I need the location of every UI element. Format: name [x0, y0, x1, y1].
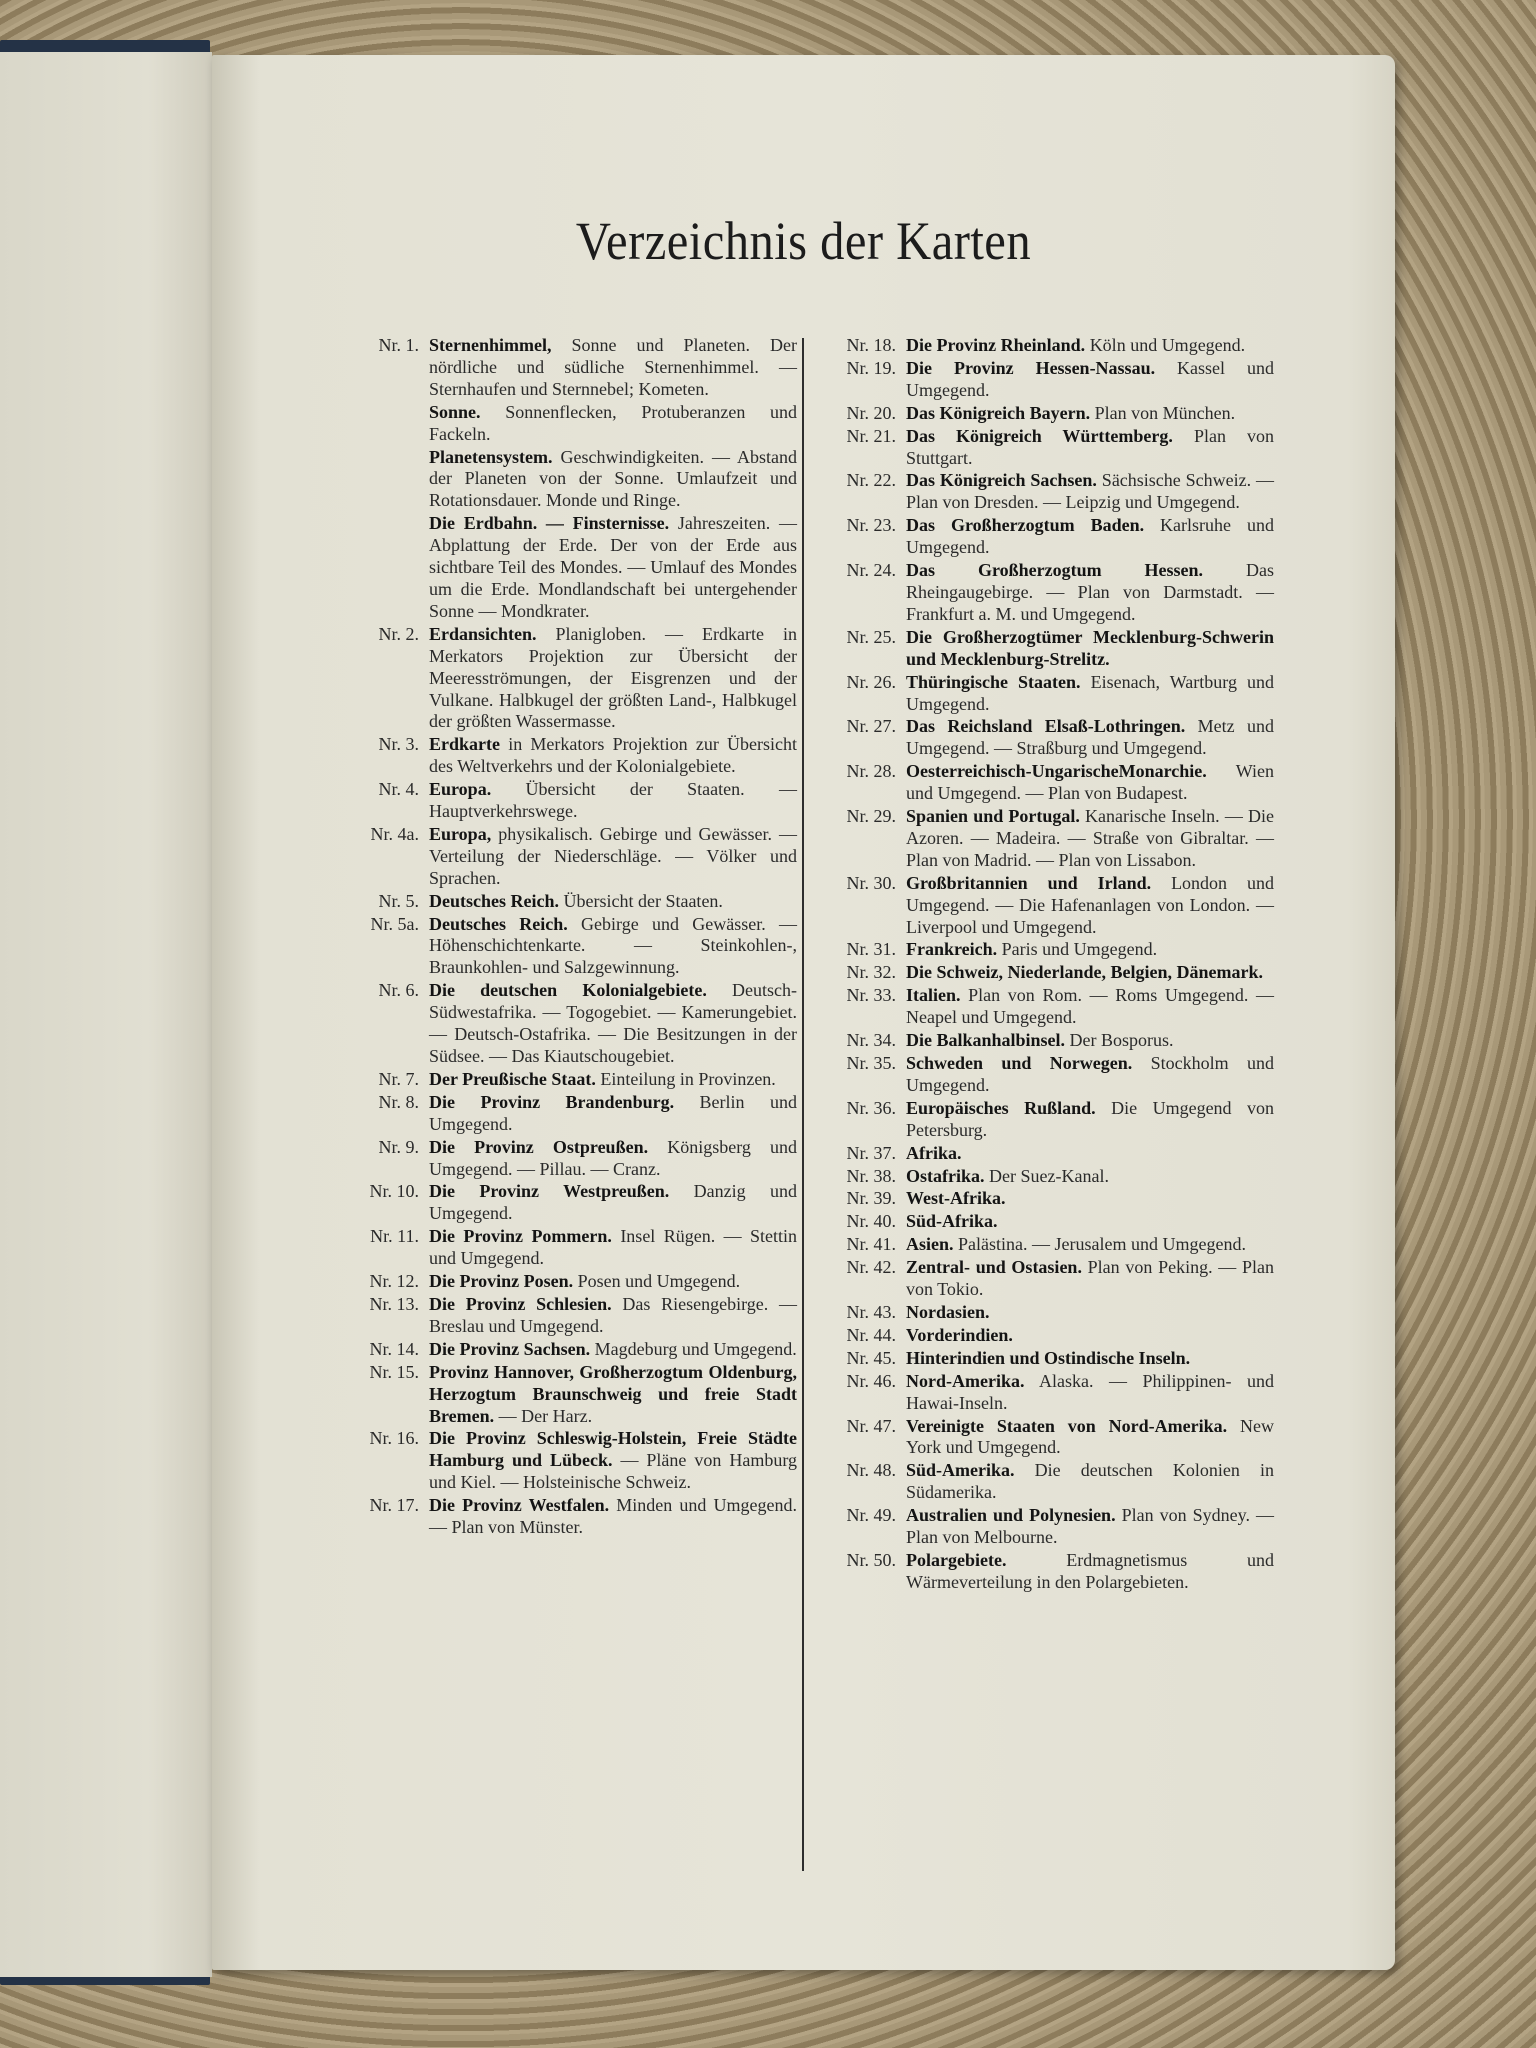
- map-entry: [347, 1294, 797, 1338]
- map-entry: [824, 1416, 1274, 1460]
- map-entry: [824, 873, 1274, 939]
- entry-heading: Nord-Amerika.: [906, 1370, 1025, 1391]
- map-entry: [347, 1181, 797, 1225]
- entry-heading: Die Provinz Westfalen.: [429, 1495, 610, 1516]
- entry-heading: Polargebiete.: [906, 1549, 1007, 1570]
- map-entry: [347, 1069, 797, 1091]
- entry-heading: Nordasien.: [906, 1301, 990, 1322]
- entry-heading: Die deutschen Kolonialgebiete.: [429, 980, 707, 1001]
- entry-heading: Europäisches Rußland.: [906, 1097, 1096, 1118]
- entry-description: Minden und Umgegend. — Plan von Münster.: [429, 1495, 797, 1538]
- entry-heading: Deutsches Reich.: [429, 913, 568, 934]
- entry-text: [429, 1069, 797, 1091]
- entry-description: Das Riesengebirge. — Breslau und Umgegend.: [429, 1293, 797, 1336]
- entry-text: [429, 734, 797, 778]
- entry-number: Nr. 27.: [846, 716, 896, 737]
- entry-description: Erdmagnetismus und Wärmeverteilung in den Polargebieten.: [906, 1549, 1274, 1592]
- entry-number: Nr. 17.: [369, 1495, 419, 1516]
- map-entry: [824, 1166, 1274, 1188]
- entry-heading: Italien.: [906, 985, 961, 1006]
- entry-text: [906, 761, 1274, 805]
- entry-number: Nr. 42.: [846, 1257, 896, 1278]
- subentry-description: Sonnenflecken, Protuberanzen und Fackeln.: [429, 401, 797, 444]
- entry-heading: Das Großherzogtum Hessen.: [906, 560, 1204, 581]
- entry-text: [906, 403, 1274, 425]
- entry-heading: Deutsches Reich.: [429, 890, 559, 911]
- map-entry: [347, 734, 797, 778]
- entry-number: Nr. 41.: [846, 1234, 896, 1255]
- entry-description: Paris und Umgegend.: [997, 939, 1158, 960]
- map-entry: [347, 779, 797, 823]
- entry-number: Nr. 46.: [846, 1370, 896, 1391]
- entry-description: Einteilung in Provinzen.: [595, 1068, 776, 1089]
- entry-description: Danzig und Umgegend.: [429, 1181, 797, 1224]
- subentry-heading: Die Erdbahn. — Finsternisse.: [429, 513, 670, 534]
- entry-heading: Großbritannien und Irland.: [906, 872, 1152, 893]
- entry-number: Nr. 35.: [846, 1053, 896, 1073]
- entry-text: [906, 1234, 1274, 1256]
- entry-description: Gebirge und Gewässer. — Höhenschichtenkarte. — Steinkohlen-, Braunkohlen- und Salzgewinnung.: [429, 913, 798, 978]
- map-entry: [347, 891, 797, 913]
- entry-description: Berlin und Umgegend.: [429, 1091, 797, 1134]
- map-entry: [824, 1188, 1274, 1210]
- entry-text: [906, 515, 1274, 559]
- entry-description: Das Rheingaugebirge. — Plan von Darmstadt. — Frankfurt a. M. und Umgegend.: [906, 560, 1274, 624]
- map-entry: [824, 1460, 1274, 1504]
- entry-number: Nr. 21.: [846, 425, 896, 446]
- entry-text: [906, 358, 1274, 402]
- entry-text: [429, 1226, 797, 1270]
- entry-number: Nr. 49.: [846, 1505, 896, 1526]
- entry-number: Nr. 15.: [369, 1361, 419, 1382]
- map-entry: [824, 1143, 1274, 1165]
- map-entry: [347, 1428, 797, 1494]
- entry-number: Nr. 5a.: [370, 913, 419, 934]
- entry-heading: Spanien und Portugal.: [906, 806, 1080, 827]
- map-entry: [347, 1339, 797, 1361]
- entry-text: [906, 627, 1274, 671]
- entry-number: Nr. 3.: [378, 734, 419, 755]
- entry-description: Eisenach, Wartburg und Umgegend.: [906, 671, 1274, 714]
- entry-text: [906, 1211, 1274, 1233]
- entry-number: Nr. 18.: [846, 335, 896, 355]
- entry-description: — Pläne von Hamburg und Kiel. — Holsteinische Schweiz.: [429, 1450, 797, 1493]
- map-entry: [824, 1348, 1274, 1370]
- entry-text: [906, 716, 1274, 760]
- entry-text: [906, 1371, 1274, 1415]
- entry-number: Nr. 38.: [846, 1165, 896, 1186]
- entry-heading: Asien.: [906, 1234, 954, 1255]
- entry-text: [906, 1166, 1274, 1188]
- entry-text: [906, 1550, 1274, 1594]
- entry-heading: Das Großherzogtum Baden.: [906, 515, 1145, 536]
- page-title: Verzeichnis der Karten: [575, 211, 1032, 271]
- entry-number: Nr. 24.: [846, 560, 896, 581]
- entry-number: Nr. 50.: [846, 1549, 896, 1570]
- entry-text: [429, 980, 797, 1068]
- entry-text: [429, 1092, 797, 1136]
- column-divider: [802, 338, 804, 1871]
- entry-description: Köln und Umgegend.: [1085, 335, 1246, 355]
- entry-text: [429, 1137, 797, 1181]
- entry-description: Die Umgegend von Petersburg.: [906, 1097, 1275, 1140]
- entry-description: Stockholm und Umgegend.: [906, 1053, 1274, 1095]
- map-subentry: [429, 447, 797, 513]
- subentry-text: [429, 402, 797, 446]
- map-entry: [824, 1234, 1274, 1256]
- entry-heading: Frankreich.: [906, 939, 998, 960]
- entry-number: Nr. 32.: [846, 962, 896, 983]
- entry-number: Nr. 4.: [378, 779, 419, 800]
- map-entry: [347, 980, 797, 1068]
- entry-number: Nr. 25.: [846, 626, 896, 647]
- entry-description: Sonne und Planeten. Der nördliche und südliche Sternenhimmel. — Sternhaufen und Sternnebel; Kometen.: [429, 335, 797, 399]
- map-entry: [824, 1053, 1274, 1097]
- entry-description: Plan von Rom. — Roms Umgegend. — Neapel und Umgegend.: [906, 985, 1274, 1028]
- entry-heading: Europa,: [429, 823, 492, 844]
- subentry-heading: Planetensystem.: [429, 446, 553, 467]
- entry-description: Planigloben. — Erdkarte in Merkators Projektion zur Übersicht der Meeresströmungen, der Eisgrenzen und der Vulkane. Halbkugel der größten Land-, Halbkugel der größten Wassermasse.: [429, 623, 797, 732]
- entry-number: Nr. 20.: [846, 402, 896, 423]
- subentry-text: [429, 513, 797, 623]
- entry-number: Nr. 4a.: [370, 823, 419, 844]
- entry-text: [906, 962, 1274, 984]
- entry-text: [429, 891, 797, 913]
- entry-number: Nr. 7.: [378, 1068, 419, 1089]
- map-entry: [824, 1550, 1274, 1594]
- entry-heading: Das Königreich Bayern.: [906, 402, 1091, 423]
- entry-number: Nr. 9.: [378, 1136, 419, 1157]
- map-entry: [347, 1495, 797, 1539]
- entry-description: Die deutschen Kolonien in Südamerika.: [906, 1460, 1274, 1503]
- map-entry: [347, 1271, 797, 1293]
- entry-number: Nr. 5.: [378, 890, 419, 911]
- entry-text: [906, 1098, 1274, 1142]
- entry-description: New York und Umgegend.: [906, 1415, 1274, 1458]
- entry-description: Wien und Umgegend. — Plan von Budapest.: [906, 761, 1274, 804]
- entry-description: Der Bosporus.: [1065, 1030, 1174, 1051]
- entry-number: Nr. 22.: [846, 470, 896, 491]
- entry-text: [429, 1428, 797, 1494]
- entry-description: Plan von München.: [1090, 402, 1236, 423]
- map-entry: [824, 1030, 1274, 1052]
- entry-text: [429, 1294, 797, 1338]
- entry-heading: Die Provinz Posen.: [429, 1271, 574, 1292]
- entry-text: [906, 873, 1274, 939]
- book-page: [212, 55, 1395, 1970]
- entry-number: Nr. 29.: [846, 806, 896, 827]
- entry-description: Königsberg und Umgegend. — Pillau. — Cranz.: [429, 1136, 797, 1179]
- entry-heading: Süd-Amerika.: [906, 1460, 1015, 1481]
- entry-text: [906, 560, 1274, 626]
- map-entry: [347, 1092, 797, 1136]
- map-entry: [824, 1098, 1274, 1142]
- entry-number: Nr. 31.: [846, 939, 896, 960]
- entry-number: Nr. 12.: [369, 1271, 419, 1292]
- entry-number: Nr. 47.: [846, 1415, 896, 1436]
- entry-heading: Die Provinz Ostpreußen.: [429, 1136, 649, 1157]
- entry-text: [906, 1505, 1274, 1549]
- map-entry: [824, 403, 1274, 425]
- entry-heading: Die Provinz Sachsen.: [429, 1338, 591, 1359]
- entry-heading: Das Reichsland Elsaß-Lothringen.: [906, 716, 1186, 737]
- entry-number: Nr. 39.: [846, 1188, 896, 1209]
- entry-heading: Schweden und Norwegen.: [906, 1053, 1133, 1073]
- entry-heading: Der Preußische Staat.: [429, 1068, 596, 1089]
- right-column: [824, 335, 1274, 1595]
- map-entry: [824, 939, 1274, 961]
- entry-heading: Süd-Afrika.: [906, 1211, 998, 1232]
- entry-heading: Sternenhimmel,: [429, 335, 552, 355]
- entry-heading: Europa.: [429, 779, 492, 800]
- entry-heading: Die Provinz Brandenburg.: [429, 1091, 675, 1112]
- entry-description: Kassel und Umgegend.: [906, 357, 1274, 400]
- entry-text: [429, 1181, 797, 1225]
- entry-text: [906, 1053, 1274, 1097]
- entry-text: [906, 1302, 1274, 1324]
- entry-heading: Oesterreichisch-UngarischeMonarchie.: [906, 761, 1207, 782]
- entry-text: [906, 1325, 1274, 1347]
- map-entry: [347, 1362, 797, 1428]
- entry-heading: Die Provinz Pommern.: [429, 1226, 612, 1247]
- entry-heading: Die Provinz Schleswig-Holstein, Freie Städte Hamburg und Lübeck.: [429, 1428, 797, 1471]
- map-entry: [824, 358, 1274, 402]
- map-entry: [347, 914, 797, 980]
- entry-number: Nr. 16.: [369, 1428, 419, 1449]
- entry-description: Karlsruhe und Umgegend.: [906, 515, 1274, 558]
- map-entry: [824, 426, 1274, 470]
- entry-heading: Die Balkanhalbinsel.: [906, 1030, 1066, 1051]
- entry-description: Deutsch-Südwestafrika. — Togogebiet. — Kamerungebiet. — Deutsch-Ostafrika. — Die Besitzungen in der Südsee. — Das Kiautschougebiet.: [429, 980, 797, 1066]
- subentry-description: Geschwindigkeiten. — Abstand der Planeten von der Sonne. Umlaufzeit und Rotationsdauer. Monde und Ringe.: [429, 446, 797, 511]
- entry-number: Nr. 23.: [846, 515, 896, 536]
- map-entry: [824, 716, 1274, 760]
- entry-description: Plan von Peking. — Plan von Tokio.: [906, 1257, 1274, 1300]
- entry-number: Nr. 43.: [846, 1301, 896, 1322]
- map-entry: [824, 806, 1274, 872]
- entry-heading: Die Provinz Westpreußen.: [429, 1181, 670, 1202]
- left-blank-page: [0, 52, 212, 1977]
- entry-heading: Ostafrika.: [906, 1165, 985, 1186]
- entry-heading: Erdkarte: [429, 734, 500, 755]
- map-entry: [824, 672, 1274, 716]
- entry-text: [906, 672, 1274, 716]
- entry-number: Nr. 48.: [846, 1460, 896, 1481]
- map-entry: [347, 824, 797, 890]
- entry-heading: Die Provinz Schlesien.: [429, 1293, 612, 1314]
- entry-number: Nr. 14.: [369, 1338, 419, 1359]
- entry-description: Sächsische Schweiz. — Plan von Dresden. — Leipzig und Umgegend.: [906, 470, 1275, 513]
- entry-number: Nr. 28.: [846, 761, 896, 782]
- entry-number: Nr. 40.: [846, 1211, 896, 1232]
- entry-description: Der Suez-Kanal.: [984, 1165, 1109, 1186]
- entry-text: [429, 779, 797, 823]
- entry-number: Nr. 1.: [378, 335, 419, 355]
- entry-number: Nr. 8.: [378, 1091, 419, 1112]
- entry-heading: Die Großherzogtümer Mecklenburg-Schwerin und Mecklenburg-Strelitz.: [906, 626, 1274, 669]
- entry-text: [906, 1416, 1274, 1460]
- entry-text: [906, 1460, 1274, 1504]
- entry-text: [906, 1143, 1274, 1165]
- entry-heading: Das Königreich Sachsen.: [906, 470, 1097, 491]
- map-entry: [824, 560, 1274, 626]
- map-entry: [824, 1325, 1274, 1347]
- entry-description: Magdeburg und Umgegend.: [590, 1338, 797, 1359]
- entry-heading: Erdansichten.: [429, 623, 537, 644]
- entry-text: [906, 335, 1274, 357]
- entry-text: [429, 914, 797, 980]
- entry-text: [906, 426, 1274, 470]
- entry-heading: Vereinigte Staaten von Nord-Amerika.: [906, 1415, 1228, 1436]
- entry-number: Nr. 36.: [846, 1097, 896, 1118]
- entry-description: Übersicht der Staaten. — Hauptverkehrswege.: [429, 779, 797, 822]
- entry-heading: Australien und Polynesien.: [906, 1505, 1116, 1526]
- entry-heading: Hinterindien und Ostindische Inseln.: [906, 1347, 1191, 1368]
- entry-text: [906, 1348, 1274, 1370]
- map-entry: [824, 761, 1274, 805]
- map-entry: [824, 1302, 1274, 1324]
- entry-number: Nr. 33.: [846, 985, 896, 1006]
- entry-heading: West-Afrika.: [906, 1188, 1006, 1209]
- entry-number: Nr. 6.: [378, 980, 419, 1001]
- entry-number: Nr. 26.: [846, 671, 896, 692]
- entry-text: [429, 1271, 797, 1293]
- entry-heading: Die Provinz Hessen-Nassau.: [906, 357, 1156, 378]
- entry-description: Plan von Stuttgart.: [906, 425, 1274, 468]
- entry-number: Nr. 34.: [846, 1030, 896, 1051]
- entry-number: Nr. 19.: [846, 357, 896, 378]
- map-entry: [824, 470, 1274, 514]
- entry-heading: Afrika.: [906, 1142, 962, 1163]
- map-subentry: [429, 513, 797, 623]
- entry-text: [429, 1362, 797, 1428]
- entry-description: in Merkators Projektion zur Übersicht des Weltverkehrs und der Kolonialgebiete.: [429, 734, 797, 777]
- map-entry: [347, 624, 797, 734]
- entry-number: Nr. 10.: [369, 1181, 419, 1202]
- subentry-description: Jahreszeiten. — Abplattung der Erde. Der von der Erde aus sichtbare Teil des Mondes. — Umlauf des Mondes um die Erde. Mondlandschaft bei untergehender Sonne — Mondkrater.: [429, 513, 797, 621]
- entry-text: [429, 1495, 797, 1539]
- entry-description: Alaska. — Philippinen- und Hawai-Inseln.: [906, 1370, 1274, 1413]
- map-entry: [824, 1211, 1274, 1233]
- entry-text: [429, 1339, 797, 1361]
- entry-description: Posen und Umgegend.: [573, 1271, 741, 1292]
- entry-text: [906, 1188, 1274, 1210]
- entry-heading: Die Provinz Rheinland.: [906, 335, 1086, 355]
- left-column: [347, 335, 797, 1540]
- entry-heading: Zentral- und Ostasien.: [906, 1257, 1082, 1278]
- entry-text: [906, 1030, 1274, 1052]
- map-entry: [824, 1257, 1274, 1301]
- entry-heading: Vorderindien.: [906, 1324, 1013, 1345]
- map-entry: [824, 515, 1274, 559]
- entry-description: London und Umgegend. — Die Hafenanlagen von London. — Liverpool und Umgegend.: [906, 872, 1274, 937]
- map-entry: [824, 335, 1274, 357]
- map-entry: [347, 1137, 797, 1181]
- entry-text: [906, 1257, 1274, 1301]
- entry-number: Nr. 2.: [378, 623, 419, 644]
- entry-description: Metz und Umgegend. — Straßburg und Umgegend.: [906, 716, 1274, 759]
- subentry-heading: Sonne.: [429, 401, 481, 422]
- entry-heading: Die Schweiz, Niederlande, Belgien, Dänemark.: [906, 962, 1263, 983]
- entry-number: Nr. 45.: [846, 1347, 896, 1368]
- map-entry: [347, 1226, 797, 1270]
- entry-text: [429, 824, 797, 890]
- map-entry: [824, 962, 1274, 984]
- entry-heading: Provinz Hannover, Großherzogtum Oldenburg, Herzogtum Braunschweig und freie Stadt Bremen.: [429, 1361, 797, 1426]
- entry-number: Nr. 30.: [846, 872, 896, 893]
- entry-description: Palästina. — Jerusalem und Umgegend.: [953, 1234, 1246, 1255]
- entry-text: [906, 939, 1274, 961]
- entry-text: [429, 335, 797, 401]
- map-subentry: [429, 402, 797, 446]
- entry-text: [429, 624, 797, 734]
- entry-heading: Das Königreich Württemberg.: [906, 425, 1173, 446]
- entry-text: [906, 470, 1274, 514]
- map-entry: [347, 335, 797, 401]
- map-entry: [824, 627, 1274, 671]
- entry-description: Plan von Sydney. — Plan von Melbourne.: [906, 1505, 1274, 1548]
- entry-description: Übersicht der Staaten.: [558, 890, 723, 911]
- entry-number: Nr. 11.: [370, 1226, 419, 1247]
- entry-description: Kanarische Inseln. — Die Azoren. — Madeira. — Straße von Gibraltar. — Plan von Madrid. — Plan von Lissabon.: [906, 806, 1274, 870]
- entry-number: Nr. 13.: [369, 1293, 419, 1314]
- map-entry: [824, 1371, 1274, 1415]
- entry-text: [906, 985, 1274, 1029]
- entry-heading: Thüringische Staaten.: [906, 671, 1081, 692]
- entry-description: — Der Harz.: [494, 1405, 593, 1426]
- entry-number: Nr. 44.: [846, 1324, 896, 1345]
- subentry-text: [429, 447, 797, 513]
- entry-text: [906, 806, 1274, 872]
- entry-description: Insel Rügen. — Stettin und Umgegend.: [429, 1226, 797, 1269]
- map-entry: [824, 1505, 1274, 1549]
- map-entry: [824, 985, 1274, 1029]
- entry-number: Nr. 37.: [846, 1142, 896, 1163]
- entry-description: physikalisch. Gebirge und Gewässer. — Verteilung der Niederschläge. — Völker und Sprachen.: [429, 823, 797, 888]
